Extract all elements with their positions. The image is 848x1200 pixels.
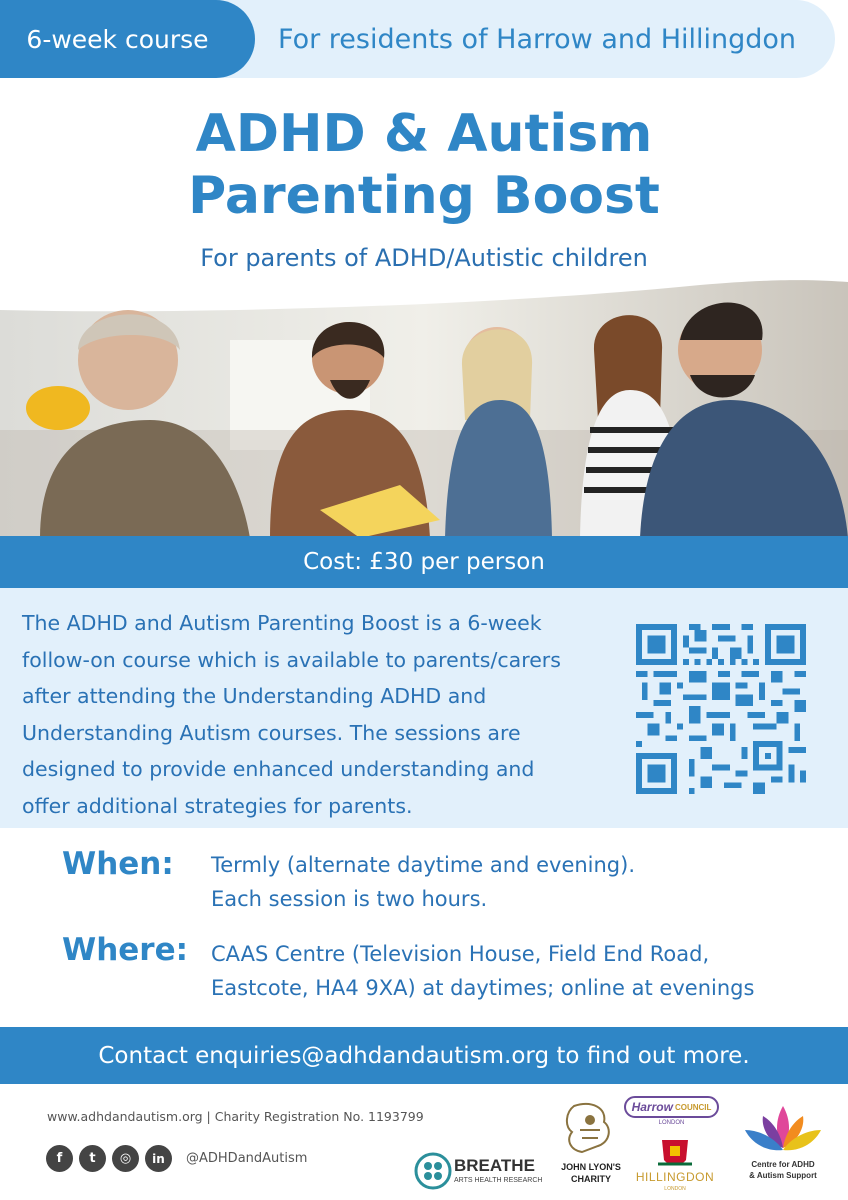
course-length-badge bbox=[0, 0, 255, 78]
harrow-london: LONDON bbox=[658, 1120, 685, 1126]
title-line-2: Parenting Boost bbox=[188, 166, 660, 226]
john-lyons-logo bbox=[552, 1100, 630, 1200]
twitter-icon[interactable]: t bbox=[79, 1145, 106, 1172]
description-line: offer additional strategies for parents. bbox=[22, 793, 413, 818]
page-title bbox=[0, 103, 848, 227]
john-lyons-line-1: JOHN LYON'S bbox=[561, 1162, 621, 1172]
description-panel bbox=[0, 588, 848, 828]
group-photo bbox=[0, 280, 848, 538]
website-charity-info[interactable]: www.adhdandautism.org | Charity Registration No. 1193799 bbox=[47, 1109, 424, 1124]
details-section bbox=[0, 828, 848, 1028]
where-label: Where: bbox=[62, 932, 188, 968]
course-length-label: 6-week course bbox=[26, 24, 209, 54]
facebook-icon[interactable]: f bbox=[46, 1145, 73, 1172]
description-line: The ADHD and Autism Parenting Boost is a 6-week bbox=[22, 611, 542, 635]
harrow-name: Harrow bbox=[631, 1100, 673, 1114]
description-line: designed to provide enhanced understanding and bbox=[22, 757, 535, 781]
description-line: Understanding Autism courses. The sessions are bbox=[22, 720, 521, 745]
hillingdon-logo bbox=[630, 1136, 720, 1196]
cost-banner bbox=[0, 536, 848, 588]
qr-code[interactable] bbox=[636, 624, 806, 794]
lotus-icon bbox=[733, 1100, 833, 1156]
linkedin-icon[interactable]: in bbox=[145, 1145, 172, 1172]
when-line-2: Each session is two hours. bbox=[211, 887, 488, 911]
john-lyons-line-2: CHARITY bbox=[571, 1174, 611, 1184]
where-line-1: CAAS Centre (Television House, Field End Road, bbox=[211, 942, 710, 966]
hillingdon-london: LONDON bbox=[664, 1186, 686, 1192]
hillingdon-name: HILLINGDON bbox=[635, 1170, 715, 1184]
breathe-sub: ARTS HEALTH RESEARCH bbox=[454, 1177, 543, 1184]
lion-crest-icon bbox=[552, 1100, 630, 1158]
description-text bbox=[22, 605, 622, 824]
description-line: after attending the Understanding ADHD and bbox=[22, 684, 487, 708]
page-subtitle: For parents of ADHD/Autistic children bbox=[200, 244, 648, 272]
where-value bbox=[211, 937, 754, 1005]
social-links bbox=[46, 1145, 172, 1172]
contact-text[interactable]: Contact enquiries@adhdandautism.org to find out more. bbox=[98, 1042, 750, 1069]
caas-line-2: & Autism Support bbox=[749, 1171, 817, 1180]
title-line-1: ADHD & Autism bbox=[195, 104, 653, 164]
instagram-icon[interactable]: ◎ bbox=[112, 1145, 139, 1172]
harrow-council-word: COUNCIL bbox=[674, 1102, 712, 1112]
description-line: follow-on course which is available to parents/carers bbox=[22, 647, 561, 672]
where-line-2: Eastcote, HA4 9XA) at daytimes; online at evenings bbox=[211, 976, 755, 1000]
top-banner bbox=[0, 0, 848, 78]
when-line-1: Termly (alternate daytime and evening). bbox=[211, 853, 636, 877]
hillingdon-crest-icon bbox=[630, 1136, 720, 1170]
breathe-logo bbox=[414, 1152, 549, 1190]
harrow-badge bbox=[624, 1096, 719, 1118]
contact-banner bbox=[0, 1027, 848, 1084]
caas-logo bbox=[733, 1100, 833, 1200]
cost-label: Cost: £30 per person bbox=[303, 549, 545, 575]
when-value bbox=[211, 848, 635, 916]
breathe-name: BREATHE bbox=[454, 1156, 535, 1175]
residents-label: For residents of Harrow and Hillingdon bbox=[278, 23, 797, 55]
social-handle[interactable]: @ADHDandAutism bbox=[186, 1151, 308, 1166]
caas-line-1: Centre for ADHD bbox=[751, 1160, 815, 1169]
harrow-council-logo bbox=[624, 1096, 719, 1130]
footer bbox=[0, 1084, 848, 1200]
when-label: When: bbox=[62, 846, 174, 882]
